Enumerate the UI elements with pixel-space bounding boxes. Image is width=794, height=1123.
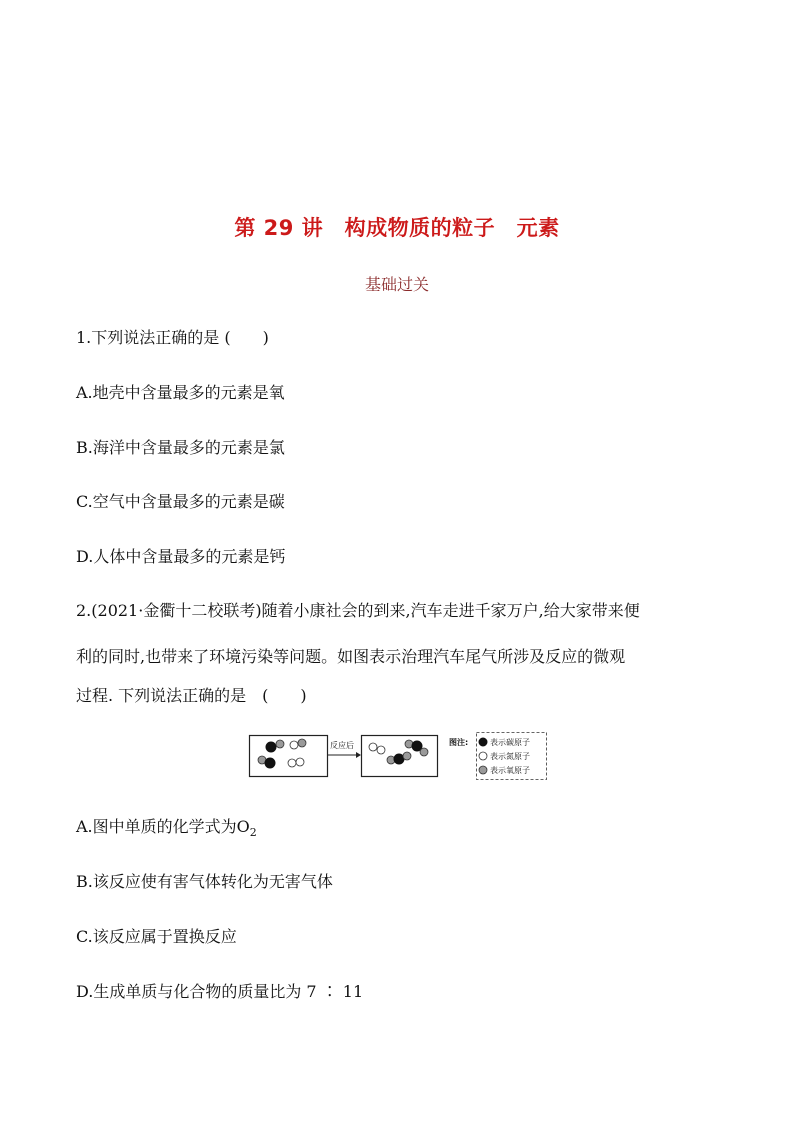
carbon-atom bbox=[265, 758, 275, 768]
legend-carbon-label: 表示碳原子 bbox=[490, 738, 530, 747]
oxygen-legend-icon bbox=[479, 766, 487, 774]
question-1-option-b[interactable]: B.海洋中含量最多的元素是氯 bbox=[76, 438, 285, 457]
question-2-option-a[interactable] bbox=[76, 817, 257, 843]
oxygen-atom bbox=[403, 752, 411, 760]
question-1-option-d[interactable]: D.人体中含量最多的元素是钙 bbox=[76, 547, 286, 566]
carbon-legend-icon bbox=[479, 738, 487, 746]
page-title: 第 29 讲 构成物质的粒子 元素 bbox=[234, 216, 560, 240]
reaction-diagram-svg bbox=[248, 730, 548, 782]
question-1-option-c[interactable]: C.空气中含量最多的元素是碳 bbox=[76, 492, 285, 511]
reaction-arrow-head bbox=[356, 752, 361, 758]
oxygen-atom bbox=[298, 739, 306, 747]
nitrogen-atom bbox=[377, 746, 385, 754]
question-1-stem: 1.下列说法正确的是 ( ) bbox=[76, 328, 269, 347]
oxygen-atom bbox=[420, 748, 428, 756]
question-1-option-a[interactable]: A.地壳中含量最多的元素是氧 bbox=[76, 383, 285, 402]
question-2-stem-line-1: 2.(2021·金衢十二校联考)随着小康社会的到来,汽车走进千家万户,给大家带来便 bbox=[76, 601, 640, 620]
nitrogen-atom bbox=[296, 758, 304, 766]
section-subtitle: 基础过关 bbox=[364, 275, 429, 294]
question-2-stem-line-2: 利的同时,也带来了环境污染等问题。如图表示治理汽车尾气所涉及反应的微观 bbox=[76, 647, 626, 666]
option-a-text: A.图中单质的化学式为O bbox=[76, 817, 250, 836]
carbon-atom bbox=[394, 754, 404, 764]
question-2-option-d[interactable]: D.生成单质与化合物的质量比为 7 ∶ 11 bbox=[76, 982, 364, 1001]
question-2-option-c[interactable]: C.该反应属于置换反应 bbox=[76, 927, 237, 946]
arrow-label: 反应后 bbox=[330, 741, 354, 750]
carbon-atom bbox=[266, 742, 276, 752]
nitrogen-atom bbox=[288, 759, 296, 767]
reaction-diagram bbox=[248, 730, 548, 782]
legend-title: 图注: bbox=[449, 738, 469, 747]
nitrogen-atom bbox=[290, 741, 298, 749]
nitrogen-atom bbox=[369, 743, 377, 751]
nitrogen-legend-icon bbox=[479, 752, 487, 760]
question-2-stem-line-3: 过程. 下列说法正确的是 ( ) bbox=[76, 686, 307, 705]
option-a-subscript: 2 bbox=[249, 826, 257, 840]
legend-nitrogen-label: 表示氮原子 bbox=[490, 752, 530, 761]
question-2-option-b[interactable]: B.该反应使有害气体转化为无害气体 bbox=[76, 872, 333, 891]
oxygen-atom bbox=[276, 740, 284, 748]
legend-oxygen-label: 表示氧原子 bbox=[490, 766, 530, 775]
